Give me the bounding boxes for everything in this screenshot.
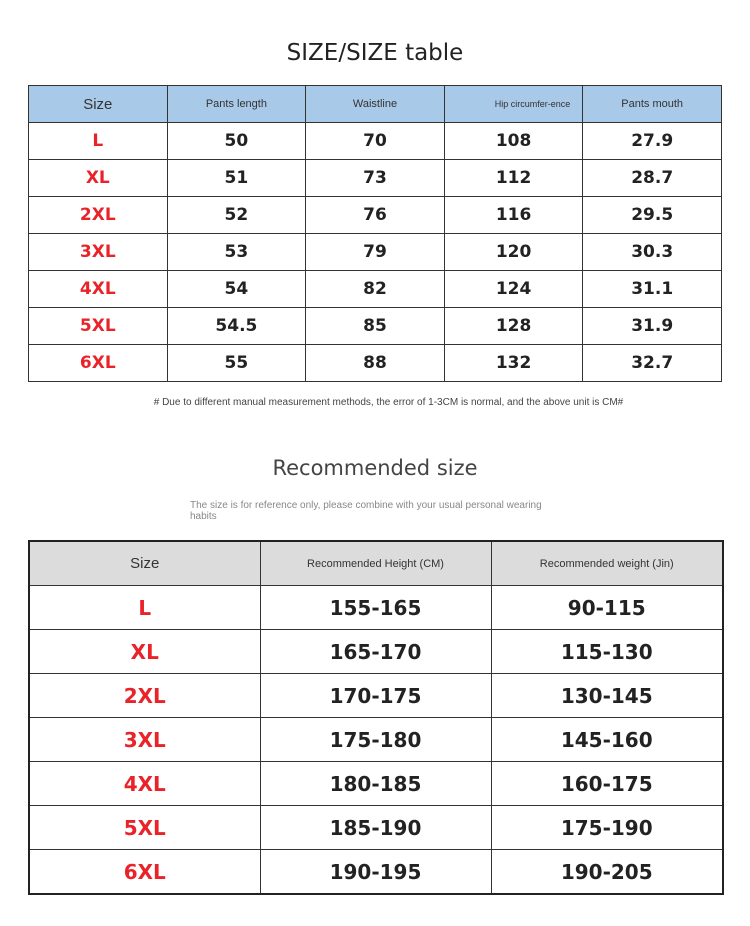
pants-length-cell: 54: [167, 271, 306, 308]
pants-mouth-cell: 32.7: [583, 345, 722, 382]
pants-mouth-cell: 30.3: [583, 234, 722, 271]
waistline-cell: 70: [306, 123, 445, 160]
size-cell: 6XL: [29, 345, 168, 382]
table-row: [29, 197, 722, 234]
header-recommended-height: Recommended Height (CM): [260, 541, 491, 586]
size-cell: 5XL: [29, 308, 168, 345]
hip-cell: 116: [444, 197, 583, 234]
pants-mouth-cell: 31.1: [583, 271, 722, 308]
header-waistline: Waistline: [306, 86, 445, 123]
height-cell: 155-165: [260, 586, 491, 630]
table-row: [29, 806, 723, 850]
size-cell: 4XL: [29, 271, 168, 308]
table-row: [29, 718, 723, 762]
weight-cell: 90-115: [491, 586, 723, 630]
header-pants-mouth: Pants mouth: [583, 86, 722, 123]
weight-cell: 175-190: [491, 806, 723, 850]
height-cell: 175-180: [260, 718, 491, 762]
pants-length-cell: 55: [167, 345, 306, 382]
header-hip-circumference: Hip circumfer-ence: [444, 86, 583, 123]
table-row: [29, 345, 722, 382]
height-cell: 170-175: [260, 674, 491, 718]
height-cell: 165-170: [260, 630, 491, 674]
table-row: [29, 674, 723, 718]
size-cell: XL: [29, 630, 260, 674]
size-cell: 5XL: [29, 806, 260, 850]
size-cell: 6XL: [29, 850, 260, 895]
table-row: [29, 123, 722, 160]
table-row: [29, 234, 722, 271]
size-cell: 2XL: [29, 674, 260, 718]
hip-cell: 124: [444, 271, 583, 308]
hip-cell: 120: [444, 234, 583, 271]
size-cell: XL: [29, 160, 168, 197]
waistline-cell: 88: [306, 345, 445, 382]
table-row: [29, 630, 723, 674]
header-pants-length: Pants length: [167, 86, 306, 123]
pants-mouth-cell: 27.9: [583, 123, 722, 160]
table-row: [29, 271, 722, 308]
pants-mouth-cell: 28.7: [583, 160, 722, 197]
height-cell: 190-195: [260, 850, 491, 895]
weight-cell: 115-130: [491, 630, 723, 674]
waistline-cell: 79: [306, 234, 445, 271]
size-table-header-row: [29, 86, 722, 123]
pants-mouth-cell: 31.9: [583, 308, 722, 345]
pants-length-cell: 53: [167, 234, 306, 271]
pants-length-cell: 50: [167, 123, 306, 160]
waistline-cell: 73: [306, 160, 445, 197]
recommended-size-title: Recommended size: [272, 456, 478, 480]
weight-cell: 190-205: [491, 850, 723, 895]
pants-length-cell: 52: [167, 197, 306, 234]
hip-cell: 108: [444, 123, 583, 160]
hip-cell: 132: [444, 345, 583, 382]
pants-mouth-cell: 29.5: [583, 197, 722, 234]
height-cell: 180-185: [260, 762, 491, 806]
recommended-size-subtitle: The size is for reference only, please combine with your usual personal wearing habits: [190, 500, 542, 522]
waistline-cell: 76: [306, 197, 445, 234]
table-row: [29, 850, 723, 895]
waistline-cell: 85: [306, 308, 445, 345]
weight-cell: 160-175: [491, 762, 723, 806]
table-row: [29, 308, 722, 345]
weight-cell: 145-160: [491, 718, 723, 762]
size-cell: 3XL: [29, 718, 260, 762]
table-row: [29, 586, 723, 630]
recommended-size-table: [28, 540, 724, 895]
size-table: [28, 85, 722, 382]
header-size: Size: [29, 86, 168, 123]
header-recommended-weight: Recommended weight (Jin): [491, 541, 723, 586]
size-cell: 4XL: [29, 762, 260, 806]
size-cell: L: [29, 586, 260, 630]
size-table-title: SIZE/SIZE table: [286, 40, 464, 66]
recommended-header-row: [29, 541, 723, 586]
header-size: Size: [29, 541, 260, 586]
size-cell: 3XL: [29, 234, 168, 271]
table-row: [29, 160, 722, 197]
size-cell: 2XL: [29, 197, 168, 234]
pants-length-cell: 54.5: [167, 308, 306, 345]
pants-length-cell: 51: [167, 160, 306, 197]
height-cell: 185-190: [260, 806, 491, 850]
waistline-cell: 82: [306, 271, 445, 308]
hip-cell: 128: [444, 308, 583, 345]
measurement-note: # Due to different manual measurement methods, the error of 1-3CM is normal, and the above unit is CM#: [153, 397, 624, 408]
size-cell: L: [29, 123, 168, 160]
weight-cell: 130-145: [491, 674, 723, 718]
hip-cell: 112: [444, 160, 583, 197]
table-row: [29, 762, 723, 806]
